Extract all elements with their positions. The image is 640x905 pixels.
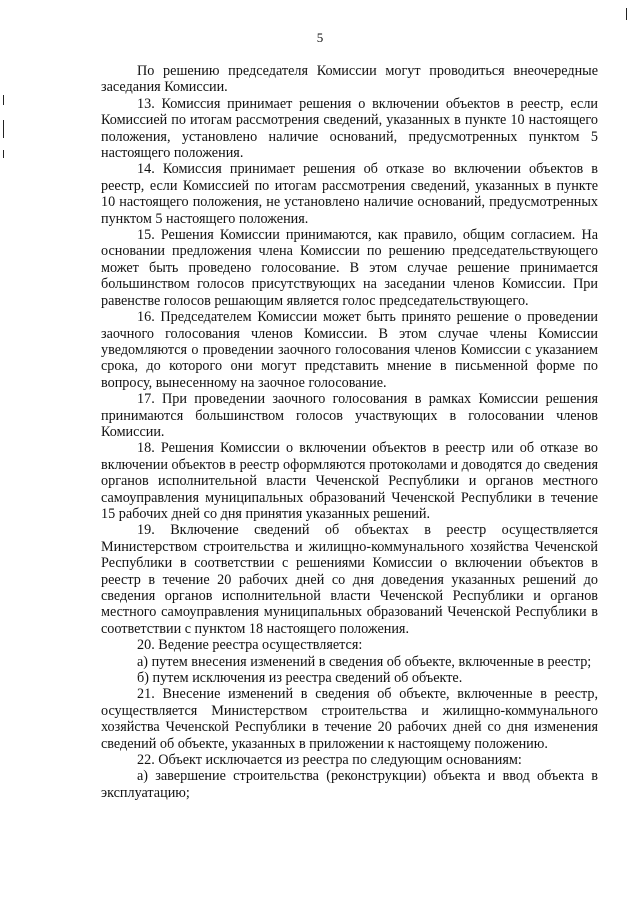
scan-artifact [3, 150, 4, 158]
document-body [101, 63, 598, 801]
paragraph-15: 15. Решения Комиссии принимаются, как правило, общим согласием. На основании предложения члена Комиссии по решению председательствующего может быть проведено голосование. В этом случае решение принимается большинством голосов присутствующих на заседании членов Комиссии. При равенстве голосов решающим является голос председательствующего. [101, 227, 598, 309]
paragraph-20: 20. Ведение реестра осуществляется: [137, 637, 363, 654]
scan-artifact [3, 120, 4, 138]
paragraph-extraordinary-meetings: По решению председателя Комиссии могут проводиться внеочередные заседания Комиссии. [101, 63, 598, 96]
scan-artifact [3, 95, 4, 105]
paragraph-17: 17. При проведении заочного голосования в рамках Комиссии решения принимаются большинством голосов участвующих в голосовании членов Комиссии. [101, 391, 598, 440]
paragraph-20-b: б) путем исключения из реестра сведений об объекте. [137, 670, 463, 687]
paragraph-16: 16. Председателем Комиссии может быть принято решение о проведении заочного голосования членов Комиссии. В этом случае члены Комиссии уведомляются о проведении заочного голосования членов Комиссии с указанием срока, до которого они могут представить мнение в письменной форме по вопросу, вынесенному на заочное голосование. [101, 309, 598, 391]
scan-artifact [626, 8, 627, 20]
paragraph-14: 14. Комиссия принимает решения об отказе во включении объектов в реестр, если Комиссией по итогам рассмотрения сведений, указанных в пункте 10 настоящего положения, не установлено наличие оснований, предусмотренных пунктом 5 настоящего положения. [101, 161, 598, 227]
paragraph-20-a: а) путем внесения изменений в сведения об объекте, включенные в реестр; [137, 653, 592, 670]
paragraph-18: 18. Решения Комиссии о включении объектов в реестр или об отказе во включении объектов в реестр оформляются протоколами и доводятся до сведения органов исполнительной власти Чеченской Республики и органов местного самоуправления муниципальных образований Чеченской Республики в течение 15 рабочих дней со дня принятия указанных решений. [101, 440, 598, 522]
paragraph-19: 19. Включение сведений об объектах в реестр осуществляется Министерством строительства и жилищно-коммунального хозяйства Чеченской Республики в соответствии с решениями Комиссии о включении объектов в реестр в течение 20 рабочих дней со дня доведения указанных решений до сведения органов исполнительной власти Чеченской Республики и органов местного самоуправления муниципальных образований Чеченской Республики в соответствии с пунктом 18 настоящего положения. [101, 522, 598, 637]
page-number: 5 [316, 30, 324, 45]
paragraph-22-a: а) завершение строительства (реконструкции) объекта и ввод объекта в эксплуатацию; [101, 768, 598, 801]
paragraph-13: 13. Комиссия принимает решения о включении объектов в реестр, если Комиссией по итогам рассмотрения сведений, указанных в пункте 10 настоящего положения, установлено наличие оснований, предусмотренных пунктом 5 настоящего положения. [101, 95, 598, 162]
paragraph-21: 21. Внесение изменений в сведения об объекте, включенные в реестр, осуществляется Министерством строительства и жилищно-коммунального хозяйства Чеченской Республики в течение 20 рабочих дней со дня изменения сведений об объекте, указанных в приложении к настоящему положению. [101, 686, 598, 752]
paragraph-22: 22. Объект исключается из реестра по следующим основаниям: [137, 752, 522, 769]
